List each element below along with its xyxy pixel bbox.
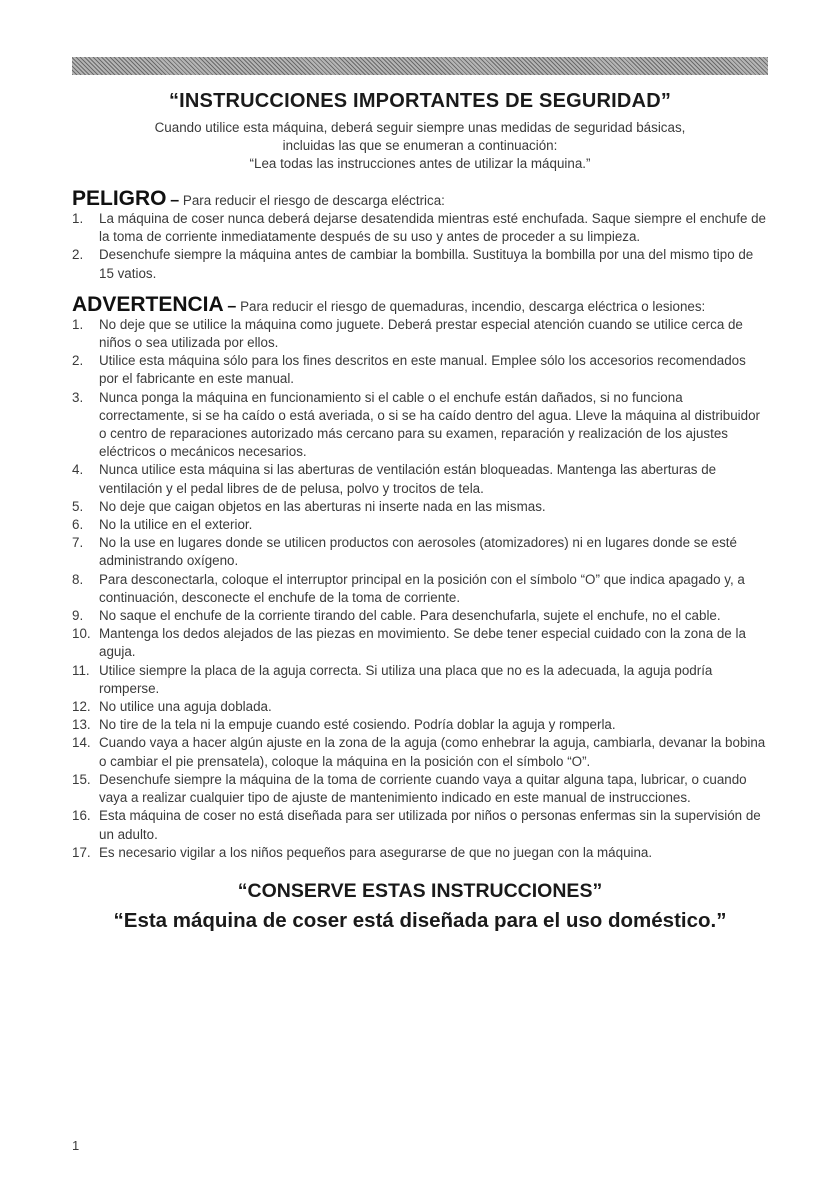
- advertencia-heading-line: [72, 292, 768, 316]
- item-text: Desenchufe siempre la máquina antes de cambiar la bombilla. Sustituya la bombilla por una del mismo tipo de 15 vatios.: [99, 247, 754, 281]
- domestic-use-note: “Esta máquina de coser está diseñada para el uso doméstico.”: [113, 908, 727, 932]
- item-number: 2.: [72, 247, 84, 263]
- item-text: Utilice esta máquina sólo para los fines descritos en este manual. Emplee sólo los accesorios recomendados por el fabricante en este manual.: [99, 353, 746, 387]
- conserve-instructions: “CONSERVE ESTAS INSTRUCCIONES”: [237, 879, 603, 902]
- list-item: [72, 662, 768, 698]
- page-number: 1: [72, 1138, 80, 1153]
- item-text: No tire de la tela ni la empuje cuando esté cosiendo. Podría doblar la aguja y romperla.: [99, 717, 616, 733]
- peligro-heading-line: [72, 189, 768, 210]
- intro-line-3: “Lea todas las instrucciones antes de utilizar la máquina.”: [249, 156, 591, 171]
- peligro-list: [72, 210, 768, 283]
- list-item: [72, 461, 768, 497]
- advertencia-subtitle: Para reducir el riesgo de quemaduras, incendio, descarga eléctrica o lesiones:: [240, 298, 706, 314]
- advertencia-list: [72, 316, 768, 862]
- list-item: [72, 516, 768, 534]
- item-text: No la use en lugares donde se utilicen productos con aerosoles (atomizadores) ni en lugares donde se esté administrando oxígeno.: [99, 535, 737, 569]
- advertencia-heading: ADVERTENCIA: [72, 292, 224, 316]
- item-text: No saque el enchufe de la corriente tirando del cable. Para desenchufarla, sujete el enchufe, no el cable.: [99, 608, 721, 624]
- item-text: Desenchufe siempre la máquina de la toma de corriente cuando vaya a quitar alguna tapa, lubricar, o cuando vaya a realizar cualquier tipo de ajuste de mantenimiento indicado en este manual de instrucciones.: [99, 771, 747, 806]
- item-text: No deje que se utilice la máquina como juguete. Deberá prestar especial atención cuando se utilice cerca de niños o sea utilizada por ellos.: [99, 316, 743, 351]
- item-number: 9.: [72, 608, 84, 624]
- item-number: 8.: [72, 571, 84, 587]
- list-item: [72, 246, 768, 282]
- item-number: 1.: [72, 316, 84, 332]
- list-item: [72, 844, 768, 862]
- peligro-section: [72, 189, 768, 283]
- item-number: 1.: [72, 211, 84, 226]
- item-number: 10.: [72, 626, 91, 642]
- item-text: Nunca utilice esta máquina si las aberturas de ventilación están bloqueadas. Mantenga las aberturas de ventilación y el pedal libres de de pelusa, polvo y trocitos de tela.: [99, 462, 717, 496]
- intro-line-1: Cuando utilice esta máquina, deberá seguir siempre unas medidas de seguridad básicas,: [154, 120, 686, 135]
- item-number: 13.: [72, 717, 91, 733]
- item-number: 14.: [72, 735, 91, 751]
- item-number: 15.: [72, 771, 91, 787]
- list-item: [72, 771, 768, 807]
- item-text: La máquina de coser nunca deberá dejarse desatendida mientras esté enchufada. Saque siempre el enchufe de la toma de corriente inmediatamente después de su uso y antes de proceder a su limpieza.: [99, 211, 767, 245]
- item-number: 16.: [72, 808, 91, 824]
- list-item: [72, 734, 768, 770]
- advertencia-dash: –: [227, 297, 237, 315]
- item-number: 17.: [72, 844, 91, 860]
- item-text: Esta máquina de coser no está diseñada para ser utilizada por niños o personas enfermas sin la supervisión de un adulto.: [99, 808, 761, 842]
- item-text: Mantenga los dedos alejados de las piezas en movimiento. Se debe tener especial cuidado con la zona de la aguja.: [99, 626, 746, 660]
- item-text: No deje que caigan objetos en las aberturas ni inserte nada en las mismas.: [99, 498, 546, 514]
- list-item: [72, 625, 768, 661]
- peligro-dash: –: [170, 192, 180, 209]
- item-number: 5.: [72, 498, 84, 514]
- list-item: [72, 210, 768, 246]
- item-text: Nunca ponga la máquina en funcionamiento si el cable o el enchufe están dañados, si no funciona correctamente, si se ha caído o está averiada, o si se ha caído dentro del agua. Lleve la máquina al distribuidor o centro de reparaciones autorizado más cercano para su examen, reparación y realización de los ajustes eléctricos o mecánicos necesarios.: [99, 389, 760, 460]
- item-number: 3.: [72, 389, 84, 405]
- item-number: 12.: [72, 699, 91, 715]
- item-number: 11.: [72, 662, 90, 678]
- list-item: [72, 352, 768, 388]
- page-title: “INSTRUCCIONES IMPORTANTES DE SEGURIDAD”: [168, 90, 672, 112]
- item-text: Cuando vaya a hacer algún ajuste en la zona de la aguja (como enhebrar la aguja, cambiarla, devanar la bobina o cambiar el pie prensatela), coloque la máquina en la posición con el símbolo “O”.: [99, 735, 766, 769]
- list-item: [72, 534, 768, 570]
- item-text: Para desconectarla, coloque el interruptor principal en la posición con el símbolo “O” que indica apagado y, a continuación, desconecte el enchufe de la toma de corriente.: [99, 571, 745, 605]
- item-number: 7.: [72, 535, 84, 551]
- header-banner: [72, 57, 768, 75]
- advertencia-section: [72, 292, 768, 862]
- item-text: Utilice siempre la placa de la aguja correcta. Si utiliza una placa que no es la adecuada, la aguja podría romperse.: [99, 662, 713, 696]
- peligro-subtitle: Para reducir el riesgo de descarga eléctrica:: [182, 193, 445, 208]
- item-text: No la utilice en el exterior.: [99, 517, 253, 533]
- list-item: [72, 698, 768, 716]
- list-item: [72, 571, 768, 607]
- list-item: [72, 607, 768, 625]
- item-text: Es necesario vigilar a los niños pequeños para asegurarse de que no juegan con la máquina.: [99, 844, 653, 860]
- intro-line-2: incluidas las que se enumeran a continuación:: [282, 138, 558, 153]
- list-item: [72, 389, 768, 462]
- list-item: [72, 807, 768, 843]
- list-item: [72, 716, 768, 734]
- peligro-heading: PELIGRO: [72, 187, 167, 210]
- item-number: 2.: [72, 353, 84, 369]
- safety-instructions-page: [72, 90, 768, 933]
- list-item: [72, 316, 768, 352]
- item-number: 6.: [72, 517, 84, 533]
- list-item: [72, 498, 768, 516]
- item-text: No utilice una aguja doblada.: [99, 699, 272, 715]
- item-number: 4.: [72, 462, 84, 478]
